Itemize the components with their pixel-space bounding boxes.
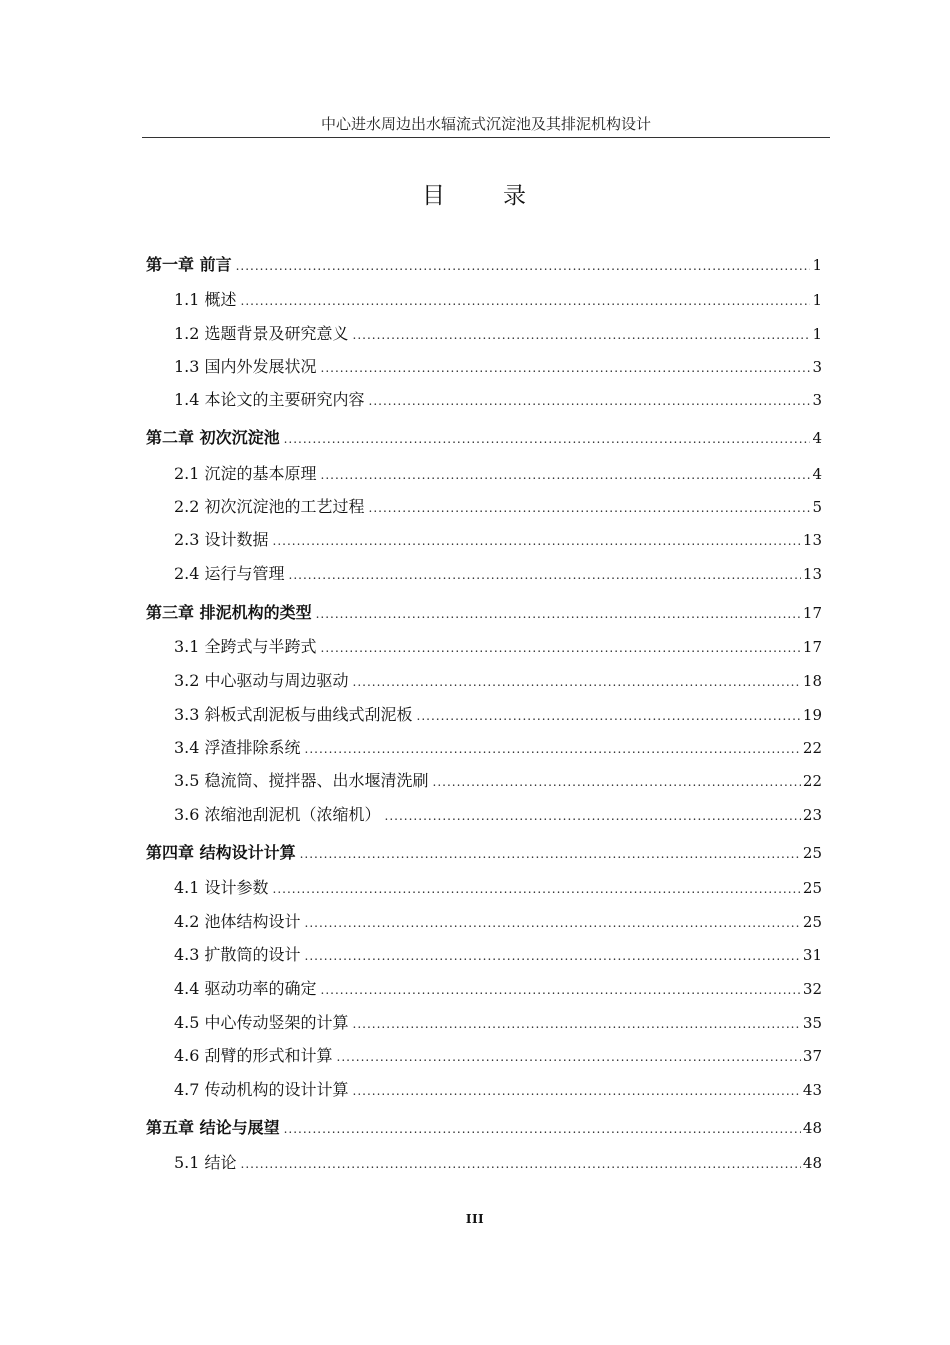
header-rule [142, 137, 830, 138]
toc-entry-label: 3.3 斜板式刮泥板与曲线式刮泥板 [174, 705, 413, 724]
dot-leader [337, 1044, 801, 1070]
toc-entry-label: 2.4 运行与管理 [174, 564, 285, 583]
toc-section-entry[interactable] [174, 976, 822, 1002]
toc-chapter-entry[interactable] [146, 252, 822, 278]
dot-leader [305, 943, 801, 969]
toc-entry-label: 3.1 全跨式与半跨式 [174, 637, 317, 656]
toc-entry-label: 4.5 中心传动竖架的计算 [174, 1013, 349, 1032]
toc-section-entry[interactable] [174, 735, 822, 761]
toc-title [0, 176, 950, 216]
toc-chapter-entry[interactable] [146, 425, 822, 451]
toc-entry-page: 23 [802, 806, 822, 824]
toc-section-entry[interactable] [174, 942, 822, 968]
toc-section-entry[interactable] [174, 768, 822, 794]
dot-leader [284, 426, 811, 452]
toc-section-entry[interactable] [174, 354, 822, 380]
toc-entry-page: 19 [802, 706, 822, 724]
toc-section-entry[interactable] [174, 668, 822, 694]
toc-entry-page: 25 [802, 844, 822, 862]
toc-section-entry[interactable] [174, 1150, 822, 1176]
dot-leader [305, 910, 801, 936]
toc-entry-label: 5.1 结论 [174, 1153, 237, 1172]
toc-entry-label: 3.6 浓缩池刮泥机（浓缩机） [174, 805, 381, 824]
toc-entry-page: 35 [802, 1014, 822, 1032]
toc-entry-page: 18 [802, 672, 822, 690]
dot-leader [417, 703, 801, 729]
toc-section-entry[interactable] [174, 287, 822, 313]
toc-entry-label: 1.2 选题背景及研究意义 [174, 324, 349, 343]
toc-entry-label: 1.1 概述 [174, 290, 237, 309]
toc-entry-label: 3.4 浮渣排除系统 [174, 738, 301, 757]
toc-entry-page: 13 [802, 565, 822, 583]
toc-entry-label: 第三章 排泥机构的类型 [146, 603, 312, 622]
dot-leader [321, 462, 811, 488]
toc-entry-label: 第四章 结构设计计算 [146, 843, 296, 862]
toc-section-entry[interactable] [174, 875, 822, 901]
dot-leader [305, 736, 801, 762]
dot-leader [284, 1116, 801, 1142]
toc-entry-label: 4.1 设计参数 [174, 878, 269, 897]
dot-leader [300, 841, 801, 867]
toc-section-entry[interactable] [174, 387, 822, 413]
toc-entry-label: 2.3 设计数据 [174, 530, 269, 549]
toc-section-entry[interactable] [174, 561, 822, 587]
toc-entry-label: 4.4 驱动功率的确定 [174, 979, 317, 998]
dot-leader [273, 876, 801, 902]
dot-leader [273, 528, 801, 554]
toc-section-entry[interactable] [174, 1077, 822, 1103]
toc-section-entry[interactable] [174, 1043, 822, 1069]
dot-leader [236, 253, 811, 279]
toc-entry-page: 31 [802, 946, 822, 964]
dot-leader [353, 1078, 801, 1104]
toc-entry-page: 25 [802, 879, 822, 897]
toc-entry-label: 1.3 国内外发展状况 [174, 357, 317, 376]
dot-leader [241, 1151, 801, 1177]
toc-entry-page: 13 [802, 531, 822, 549]
toc-section-entry[interactable] [174, 321, 822, 347]
toc-entry-page: 4 [812, 429, 822, 447]
dot-leader [321, 355, 811, 381]
toc-entry-page: 4 [812, 465, 822, 483]
dot-leader [433, 769, 801, 795]
toc-section-entry[interactable] [174, 1010, 822, 1036]
dot-leader [241, 288, 811, 314]
toc-entry-page: 5 [812, 498, 822, 516]
toc-entry-label: 3.2 中心驱动与周边驱动 [174, 671, 349, 690]
dot-leader [321, 635, 801, 661]
dot-leader [321, 977, 801, 1003]
toc-section-entry[interactable] [174, 461, 822, 487]
dot-leader [369, 388, 811, 414]
toc-section-entry[interactable] [174, 702, 822, 728]
toc-entry-page: 3 [812, 358, 822, 376]
page-number: III [465, 1212, 485, 1226]
toc-entry-label: 3.5 稳流筒、搅拌器、出水堰清洗刷 [174, 771, 429, 790]
toc-title-right: 录 [503, 183, 528, 209]
toc-section-entry[interactable] [174, 494, 822, 520]
toc-entry-label: 4.6 刮臂的形式和计算 [174, 1046, 333, 1065]
toc-chapter-entry[interactable] [146, 600, 822, 626]
toc-section-entry[interactable] [174, 909, 822, 935]
toc-title-left: 目 [422, 183, 447, 209]
toc-entry-page: 25 [802, 913, 822, 931]
toc-entry-label: 4.3 扩散筒的设计 [174, 945, 301, 964]
dot-leader [385, 803, 801, 829]
toc-entry-label: 2.1 沉淀的基本原理 [174, 464, 317, 483]
toc-entry-page: 22 [802, 772, 822, 790]
toc-entry-page: 1 [812, 256, 822, 274]
toc-entry-page: 43 [802, 1081, 822, 1099]
toc-section-entry[interactable] [174, 527, 822, 553]
toc-entry-label: 第五章 结论与展望 [146, 1118, 280, 1137]
toc-entry-page: 32 [802, 980, 822, 998]
dot-leader [369, 495, 811, 521]
toc-section-entry[interactable] [174, 634, 822, 660]
dot-leader [353, 1011, 801, 1037]
toc-entry-label: 第一章 前言 [146, 255, 232, 274]
toc-entry-page: 37 [802, 1047, 822, 1065]
toc-entry-label: 1.4 本论文的主要研究内容 [174, 390, 365, 409]
dot-leader [353, 322, 811, 348]
dot-leader [353, 669, 801, 695]
toc-entry-page: 1 [812, 325, 822, 343]
toc-chapter-entry[interactable] [146, 1115, 822, 1141]
toc-section-entry[interactable] [174, 802, 822, 828]
toc-entry-label: 第二章 初次沉淀池 [146, 428, 280, 447]
dot-leader [316, 601, 801, 627]
toc-entry-page: 17 [802, 604, 822, 622]
dot-leader [289, 562, 801, 588]
toc-entry-page: 48 [802, 1154, 822, 1172]
toc-entry-page: 22 [802, 739, 822, 757]
toc-entry-page: 3 [812, 391, 822, 409]
toc-entry-label: 2.2 初次沉淀池的工艺过程 [174, 497, 365, 516]
toc-entry-label: 4.2 池体结构设计 [174, 912, 301, 931]
toc-entry-page: 1 [812, 291, 822, 309]
toc-entry-label: 4.7 传动机构的设计计算 [174, 1080, 349, 1099]
running-header: 中心进水周边出水辐流式沉淀池及其排泥机构设计 [320, 115, 651, 133]
toc-chapter-entry[interactable] [146, 840, 822, 866]
toc-entry-page: 17 [802, 638, 822, 656]
toc-entry-page: 48 [802, 1119, 822, 1137]
